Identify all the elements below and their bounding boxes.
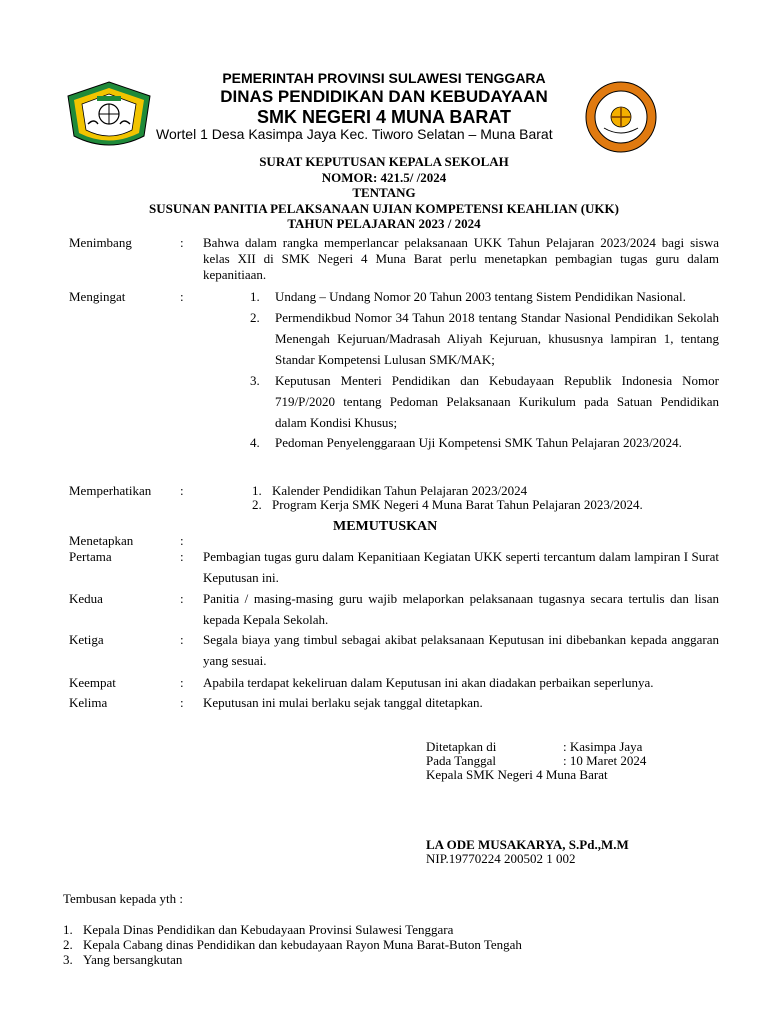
decision-colon: : — [180, 675, 184, 690]
school-emblem-logo — [584, 80, 658, 154]
decision-colon: : — [180, 591, 184, 606]
decision-label: Ketiga — [69, 632, 104, 647]
mengingat-num: 1. — [250, 289, 260, 304]
mengingat-item: Pedoman Penyelenggaraan Uji Kompetensi SMK Tahun Pelajaran 2023/2024. — [275, 435, 682, 450]
decision-colon: : — [180, 695, 184, 710]
decree-year: TAHUN PELAJARAN 2023 / 2024 — [287, 216, 481, 231]
tembusan-num: 1. — [63, 922, 73, 937]
mengingat-num: 3. — [250, 373, 260, 388]
memutuskan-heading: MEMUTUSKAN — [333, 519, 438, 534]
decree-number: NOMOR: 421.5/ /2024 — [321, 170, 447, 185]
menetapkan-colon: : — [180, 533, 184, 548]
tembusan-item: Yang bersangkutan — [83, 952, 183, 967]
decree-subject: SUSUNAN PANITIA PELAKSANAAN UJIAN KOMPETENSI KEAHLIAN (UKK) — [149, 201, 619, 216]
menimbang-text: Bahwa dalam rangka memperlancar pelaksanaan UKK Tahun Pelajaran 2023/2024 bagi siswa kelas XII di SMK Negeri 4 Muna Barat perlu menetapkan pembagian tugas guru dalam kepanitiaan. — [203, 235, 719, 282]
mengingat-item: Keputusan Menteri Pendidikan dan Kebudayaan Republik Indonesia Nomor 719/P/2020 tentang Pedoman Pelaksanaan Kurikulum pada Satuan Pendidikan dalam Kondisi Khusus; — [275, 373, 719, 430]
decision-text: Apabila terdapat kekeliruan dalam Keputusan ini akan diadakan perbaikan seperlunya. — [203, 675, 654, 690]
tembusan-num: 2. — [63, 937, 73, 952]
decision-label: Pertama — [69, 549, 112, 564]
decree-title: SURAT KEPUTUSAN KEPALA SEKOLAH — [259, 154, 509, 169]
tanggal-value: : 10 Maret 2024 — [563, 753, 647, 768]
menetapkan-label: Menetapkan — [69, 533, 134, 548]
tanggal-label: Pada Tanggal — [426, 753, 496, 768]
mengingat-colon: : — [180, 289, 184, 304]
header-department: DINAS PENDIDIKAN DAN KEBUDAYAAN — [220, 87, 548, 106]
tembusan-heading: Tembusan kepada yth : — [63, 891, 184, 906]
memperhatikan-label: Memperhatikan — [69, 483, 152, 498]
decision-label: Kelima — [69, 695, 108, 710]
memperhatikan-num: 2. — [252, 497, 262, 512]
memperhatikan-colon: : — [180, 483, 184, 498]
tembusan-item: Kepala Cabang dinas Pendidikan dan kebudayaan Rayon Muna Barat-Buton Tengah — [83, 937, 522, 952]
decision-label: Kedua — [69, 591, 103, 606]
memperhatikan-item: Kalender Pendidikan Tahun Pelajaran 2023/2024 — [272, 483, 528, 498]
menimbang-label: Menimbang — [69, 235, 132, 250]
header-address: Wortel 1 Desa Kasimpa Jaya Kec. Tiworo Selatan – Muna Barat — [156, 126, 553, 142]
mengingat-label: Mengingat — [69, 289, 126, 304]
decree-about: TENTANG — [352, 185, 416, 200]
tembusan-item: Kepala Dinas Pendidikan dan Kebudayaan Provinsi Sulawesi Tenggara — [83, 922, 454, 937]
tembusan-num: 3. — [63, 952, 73, 967]
header-school-name: SMK NEGERI 4 MUNA BARAT — [256, 107, 511, 127]
decision-label: Keempat — [69, 675, 116, 690]
menimbang-colon: : — [180, 235, 184, 250]
mengingat-num: 2. — [250, 310, 260, 325]
mengingat-num: 4. — [250, 435, 260, 450]
decision-colon: : — [180, 549, 184, 564]
header-government: PEMERINTAH PROVINSI SULAWESI TENGGARA — [222, 70, 546, 86]
ditetapkan-value: : Kasimpa Jaya — [563, 739, 643, 754]
decision-text: Pembagian tugas guru dalam Kepanitiaan Kegiatan UKK seperti tercantum dalam lampiran I Surat Keputusan ini. — [203, 549, 719, 585]
signer-nip: NIP.19770224 200502 1 002 — [426, 851, 576, 866]
decision-text: Keputusan ini mulai berlaku sejak tanggal ditetapkan. — [203, 695, 483, 710]
memperhatikan-num: 1. — [252, 483, 262, 498]
signer-name: LA ODE MUSAKARYA, S.Pd.,M.M — [426, 837, 629, 852]
mengingat-item: Permendikbud Nomor 34 Tahun 2018 tentang Standar Nasional Pendidikan Sekolah Menengah Kejuruan/Madrasah Aliyah Kejuruan, khususnya lampiran 1, tentang Standar Kompetensi Lulusan SMK/MAK; — [275, 310, 719, 367]
decision-text: Segala biaya yang timbul sebagai akibat pelaksanaan Keputusan ini dibebankan kepada anggaran yang sesuai. — [203, 632, 719, 668]
decision-text: Panitia / masing-masing guru wajib melaporkan pelaksanaan tugasnya secara tertulis dan lisan kepada Kepala Sekolah. — [203, 591, 719, 627]
ditetapkan-label: Ditetapkan di — [426, 739, 497, 754]
signer-position: Kepala SMK Negeri 4 Muna Barat — [426, 767, 608, 782]
decision-colon: : — [180, 632, 184, 647]
mengingat-item: Undang – Undang Nomor 20 Tahun 2003 tentang Sistem Pendidikan Nasional. — [275, 289, 686, 304]
memperhatikan-item: Program Kerja SMK Negeri 4 Muna Barat Tahun Pelajaran 2023/2024. — [272, 497, 643, 512]
